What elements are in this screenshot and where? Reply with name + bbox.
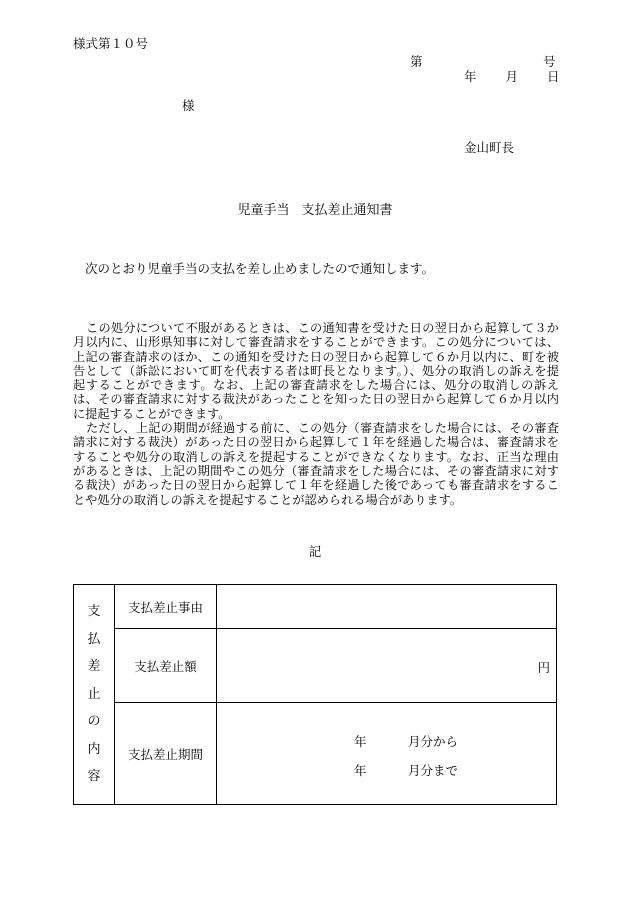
issuer-name: 金山町長 (464, 140, 515, 155)
date-month-label: 月 (505, 69, 519, 84)
document-number-prefix: 第 (410, 54, 423, 69)
amount-unit: 円 (537, 660, 550, 675)
document-number-suffix: 号 (543, 54, 556, 69)
intro-sentence: 次のとおり児童手当の支払を差し止めましたので通知します。 (85, 261, 435, 276)
vertical-header-char: 払 (87, 631, 101, 647)
document-title-part1: 児童手当 (237, 203, 290, 218)
vertical-header-char: 止 (87, 686, 101, 702)
period-to (354, 761, 458, 779)
vertical-header-char: の (87, 714, 101, 730)
form-number: 様式第１０号 (73, 36, 149, 51)
vertical-header-char: 容 (87, 769, 101, 785)
document-title (0, 199, 630, 218)
period-label: 支払差止期間 (115, 703, 217, 805)
period-from-year-label: 年 (354, 734, 367, 749)
period-from (354, 732, 458, 750)
period-from-suffix: 月分から (408, 734, 459, 749)
reason-value (217, 585, 557, 629)
issue-date (464, 67, 560, 85)
date-day-label: 日 (547, 69, 560, 84)
reason-label: 支払差止事由 (115, 585, 217, 629)
ki-heading: 記 (308, 544, 322, 559)
vertical-header-char: 内 (87, 741, 101, 757)
recipient-honorific: 様 (182, 98, 195, 113)
vertical-header (74, 585, 115, 805)
date-year-label: 年 (464, 69, 477, 84)
appeal-notice (73, 321, 559, 507)
document-title-part2: 支払差止通知書 (301, 203, 393, 218)
period-to-year-label: 年 (354, 763, 367, 778)
vertical-header-char: 差 (87, 659, 101, 675)
appeal-notice-paragraph-1: この処分について不服があるときは、この通知書を受けた日の翌日から起算して３か月以内に、山形県知事に対して審査請求をすることができます。この処分については、上記の審査請求のほか、この通知を受けた日の翌日から起算して６か月以内に、町を被告として（訴訟において町を代表する者は町長となります。）、処分の取消しの訴えを提起することができます。なお、上記の審査請求をした場合には、処分の取消しの訴えは、その審査請求に対する裁決があったことを知った日の翌日から起算して６か月以内に提起することができます。 (73, 321, 559, 421)
vertical-header-char: 支 (87, 604, 101, 620)
amount-value (217, 629, 557, 703)
period-to-suffix: 月分まで (408, 763, 459, 778)
appeal-notice-paragraph-2: ただし、上記の期間が経過する前に、この処分（審査請求をした場合には、その審査請求に対する裁決）があった日の翌日から起算して１年を経過した場合は、審査請求をすることや処分の取消しの訴えを提起することができなくなります。なお、正当な理由があるときは、上記の期間やこの処分（審査請求をした場合には、その審査請求に対する裁決）があった日の翌日から起算して１年を経過した後であっても審査請求をすることや処分の取消しの訴えを提起することが認められる場合があります。 (73, 421, 559, 507)
amount-label: 支払差止額 (115, 629, 217, 703)
period-value (217, 703, 557, 805)
suspension-details-table (73, 584, 557, 805)
